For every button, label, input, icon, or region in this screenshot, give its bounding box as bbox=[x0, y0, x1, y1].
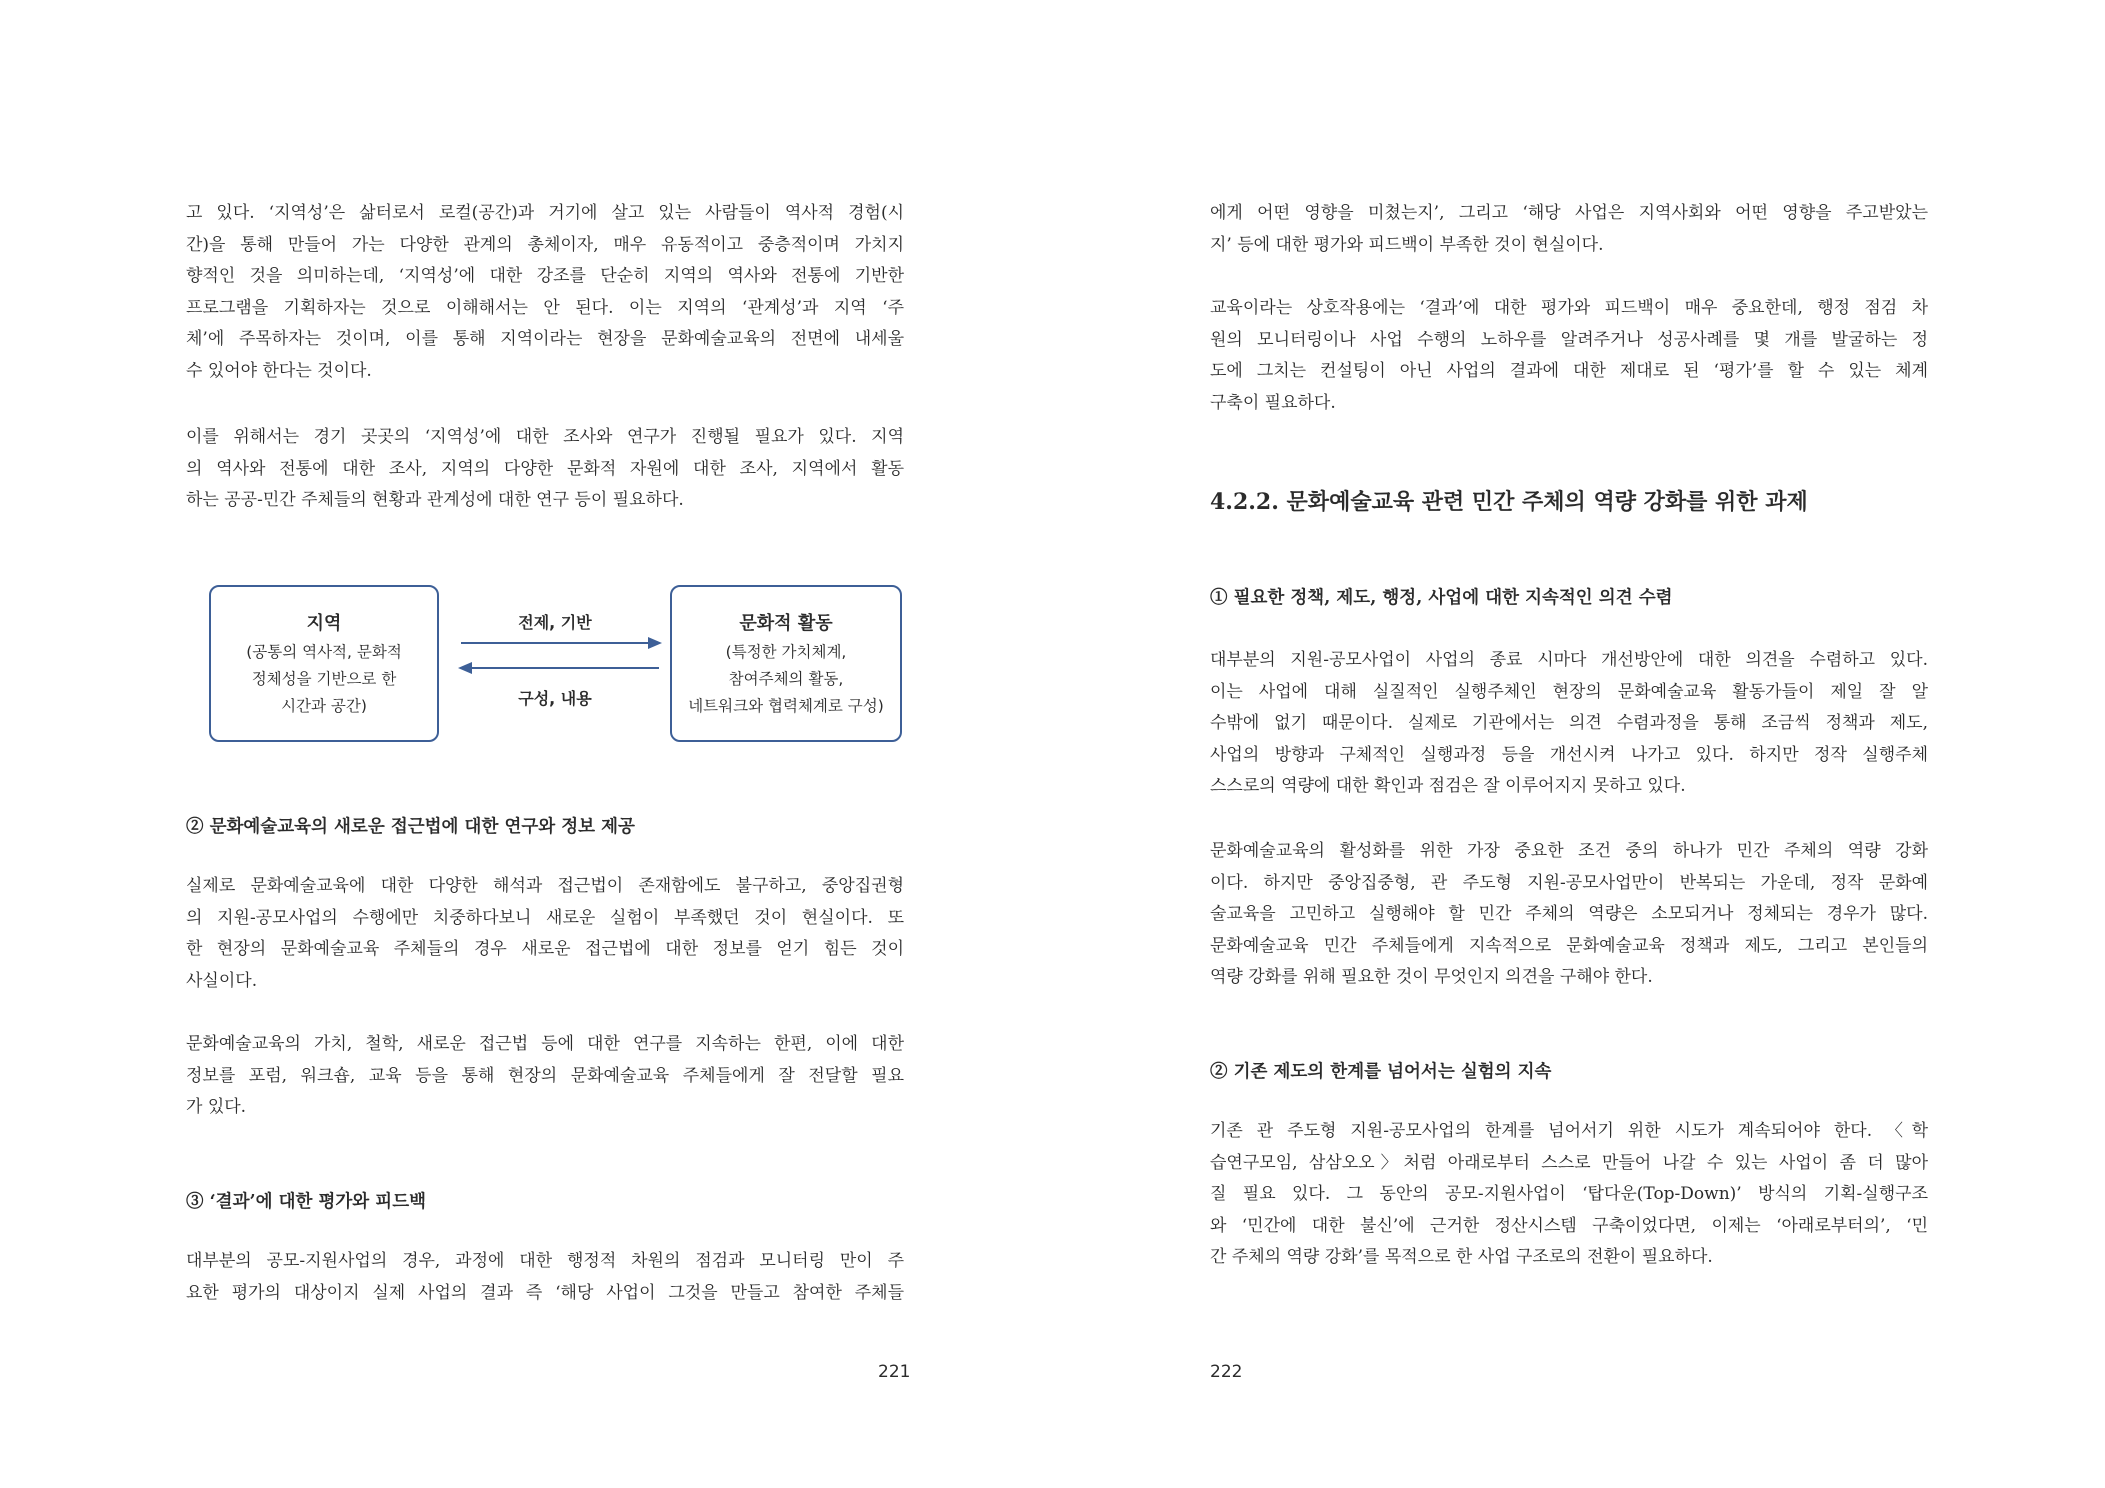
left-page bbox=[0, 0, 1052, 1488]
text-line: 체’에 주목하자는 것이며, 이를 통해 지역이라는 현장을 문화예술교육의 전면에 내세울 bbox=[186, 329, 904, 349]
left-paragraph-2 bbox=[186, 422, 904, 517]
diagram-box-region bbox=[209, 585, 439, 742]
text-line: 술교육을 고민하고 실행해야 할 민간 주체의 역량은 소모되거나 정체되는 경우가 많다. bbox=[1210, 904, 1928, 924]
diagram-box-line: (공통의 역사적, 문화적 bbox=[246, 643, 402, 661]
text-line: 향적인 것을 의미하는데, ‘지역성’에 대한 강조를 단순히 지역의 역사와 전통에 기반한 bbox=[186, 266, 904, 286]
left-paragraph-3 bbox=[186, 871, 904, 997]
text-line: 도에 그치는 컨설팅이 아닌 사업의 결과에 대한 제대로 된 ‘평가’를 할 수 있는 체계 bbox=[1210, 361, 1928, 381]
diagram-box-cultural-activity bbox=[670, 585, 902, 742]
text-line: 와 ‘민간에 대한 불신’에 근거한 정산시스템 구축이었다면, 이제는 ‘아래로부터의’, ‘민 bbox=[1210, 1215, 1928, 1236]
text-line: 이를 위해서는 경기 곳곳의 ‘지역성’에 대한 조사와 연구가 진행될 필요가 있다. 지역 bbox=[186, 427, 904, 447]
diagram-box-line: 시간과 공간) bbox=[281, 697, 367, 715]
arrow-label-composition: 구성, 내용 bbox=[518, 689, 592, 708]
text-line: 역량 강화를 위해 필요한 것이 무엇인지 의견을 구해야 한다. bbox=[1210, 967, 1653, 987]
text-line: 실제로 문화예술교육에 대한 다양한 해석과 접근법이 존재함에도 불구하고, 중앙집권형 bbox=[186, 876, 904, 896]
left-paragraph-4 bbox=[186, 1029, 904, 1124]
text-line: 교육이라는 상호작용에는 ‘결과’에 대한 평가와 피드백이 매우 중요한데, 행정 점검 차 bbox=[1210, 298, 1928, 318]
diagram-box-title: 지역 bbox=[306, 613, 342, 634]
text-line: 요한 평가의 대상이지 실제 사업의 결과 즉 ‘해당 사업이 그것을 만들고 참여한 주체들 bbox=[186, 1282, 904, 1303]
text-line: 이다. 하지만 중앙집중형, 관 주도형 지원-공모사업만이 반복되는 가운데, 정작 문화예 bbox=[1210, 872, 1928, 893]
text-line: 문화예술교육 민간 주체들에게 지속적으로 문화예술교육 정책과 제도, 그리고 본인들의 bbox=[1210, 935, 1928, 956]
right-paragraph-3 bbox=[1210, 645, 1928, 803]
right-paragraph-5 bbox=[1210, 1116, 1928, 1274]
text-line: 기존 관 주도형 지원-공모사업의 한계를 넘어서기 위한 시도가 계속되어야 한다. 〈학 bbox=[1210, 1121, 1928, 1141]
diagram-box-title: 문화적 활동 bbox=[739, 613, 833, 634]
text-line: 이는 사업에 대해 실질적인 실행주체인 현장의 문화예술교육 활동가들이 제일 잘 알 bbox=[1210, 681, 1928, 702]
text-line: 수밖에 없기 때문이다. 실제로 기관에서는 의견 수렴과정을 통해 조금씩 정책과 제도, bbox=[1210, 713, 1928, 733]
diagram-arrows bbox=[455, 630, 665, 680]
text-line: 지’ 등에 대한 평가와 피드백이 부족한 것이 현실이다. bbox=[1210, 234, 1604, 255]
text-line: 사실이다. bbox=[186, 970, 258, 991]
right-paragraph-1 bbox=[1210, 198, 1928, 261]
subheading-continuing-experiments: ② 기존 제도의 한계를 넘어서는 실험의 지속 bbox=[1210, 1062, 1552, 1082]
subheading-result-evaluation: ③ ‘결과’에 대한 평가와 피드백 bbox=[186, 1192, 427, 1212]
page-number: 222 bbox=[1210, 1362, 1243, 1382]
right-paragraph-4 bbox=[1210, 836, 1928, 994]
text-line: 질 필요 있다. 그 동안의 공모-지원사업이 ‘탑다운(Top-Down)’ 방식의 기획-실행구조 bbox=[1210, 1184, 1928, 1204]
text-line: 의 지원-공모사업의 수행에만 치중하다보니 새로운 실험이 부족했던 것이 현실이다. 또 bbox=[186, 907, 904, 928]
text-line: 문화예술교육의 활성화를 위한 가장 중요한 조건 중의 하나가 민간 주체의 역량 강화 bbox=[1210, 841, 1928, 861]
diagram-box-line: 정체성을 기반으로 한 bbox=[251, 670, 397, 688]
arrow-right-head bbox=[648, 637, 662, 649]
text-line: 대부분의 지원-공모사업이 사업의 종료 시마다 개선방안에 대한 의견을 수렴하고 있다. bbox=[1210, 650, 1928, 670]
text-line: 구축이 필요하다. bbox=[1210, 392, 1336, 413]
text-line: 에게 어떤 영향을 미쳤는지’, 그리고 ‘해당 사업은 지역사회와 어떤 영향을 주고받았는 bbox=[1210, 203, 1928, 223]
left-paragraph-5 bbox=[186, 1246, 904, 1309]
text-line: 의 역사와 전통에 대한 조사, 지역의 다양한 문화적 자원에 대한 조사, 지역에서 활동 bbox=[186, 458, 904, 479]
text-line: 정보를 포럼, 워크숍, 교육 등을 통해 현장의 문화예술교육 주체들에게 잘 전달할 필요 bbox=[186, 1065, 904, 1086]
text-line: 사업의 방향과 구체적인 실행과정 등을 개선시켜 나가고 있다. 하지만 정작 실행주체 bbox=[1210, 744, 1928, 765]
text-line: 간 주체의 역량 강화’를 목적으로 한 사업 구조로의 전환이 필요하다. bbox=[1210, 1247, 1713, 1267]
right-paragraph-2 bbox=[1210, 293, 1928, 419]
arrow-label-premise: 전제, 기반 bbox=[518, 613, 592, 632]
left-paragraph-1 bbox=[186, 198, 904, 387]
diagram-box-line: 참여주체의 활동, bbox=[728, 670, 844, 688]
section-heading: 4.2.2. 문화예술교육 관련 민간 주체의 역량 강화를 위한 과제 bbox=[1210, 489, 1808, 515]
page-number: 221 bbox=[878, 1362, 911, 1382]
text-line: 가 있다. bbox=[186, 1097, 247, 1117]
text-line: 원의 모니터링이나 사업 수행의 노하우를 알려주거나 성공사례를 몇 개를 발굴하는 정 bbox=[1210, 329, 1928, 350]
text-line: 한 현장의 문화예술교육 주체들의 경우 새로운 접근법에 대한 정보를 얻기 힘든 것이 bbox=[186, 939, 904, 959]
subheading-new-approaches: ② 문화예술교육의 새로운 접근법에 대한 연구와 정보 제공 bbox=[186, 817, 635, 837]
diagram-box-line: (특정한 가치체계, bbox=[725, 643, 847, 661]
subheading-opinion-gathering: ① 필요한 정책, 제도, 행정, 사업에 대한 지속적인 의견 수렴 bbox=[1210, 588, 1673, 608]
text-line: 간)을 통해 만들어 가는 다양한 관계의 총체이자, 매우 유동적이고 중층적이며 가치지 bbox=[186, 234, 904, 255]
text-line: 하는 공공-민간 주체들의 현황과 관계성에 대한 연구 등이 필요하다. bbox=[186, 490, 684, 510]
text-line: 문화예술교육의 가치, 철학, 새로운 접근법 등에 대한 연구를 지속하는 한편, 이에 대한 bbox=[186, 1034, 904, 1054]
text-line: 스스로의 역량에 대한 확인과 점검은 잘 이루어지지 못하고 있다. bbox=[1210, 776, 1686, 796]
text-line: 프로그램을 기획하자는 것으로 이해해서는 안 된다. 이는 지역의 ‘관계성’과 지역 ‘주 bbox=[186, 297, 904, 318]
right-page bbox=[1052, 0, 2104, 1488]
text-line: 수 있어야 한다는 것이다. bbox=[186, 360, 372, 381]
text-line: 습연구모임, 삼삼오오〉처럼 아래로부터 스스로 만들어 나갈 수 있는 사업이 좀 더 많아 bbox=[1210, 1152, 1928, 1173]
arrow-left-head bbox=[458, 662, 472, 674]
text-line: 대부분의 공모-지원사업의 경우, 과정에 대한 행정적 차원의 점검과 모니터링 만이 주 bbox=[186, 1251, 904, 1271]
text-line: 고 있다. ‘지역성’은 삶터로서 로컬(공간)과 거기에 살고 있는 사람들이 역사적 경험(시 bbox=[186, 203, 904, 223]
diagram-box-line: 네트워크와 협력체계로 구성) bbox=[688, 697, 884, 715]
